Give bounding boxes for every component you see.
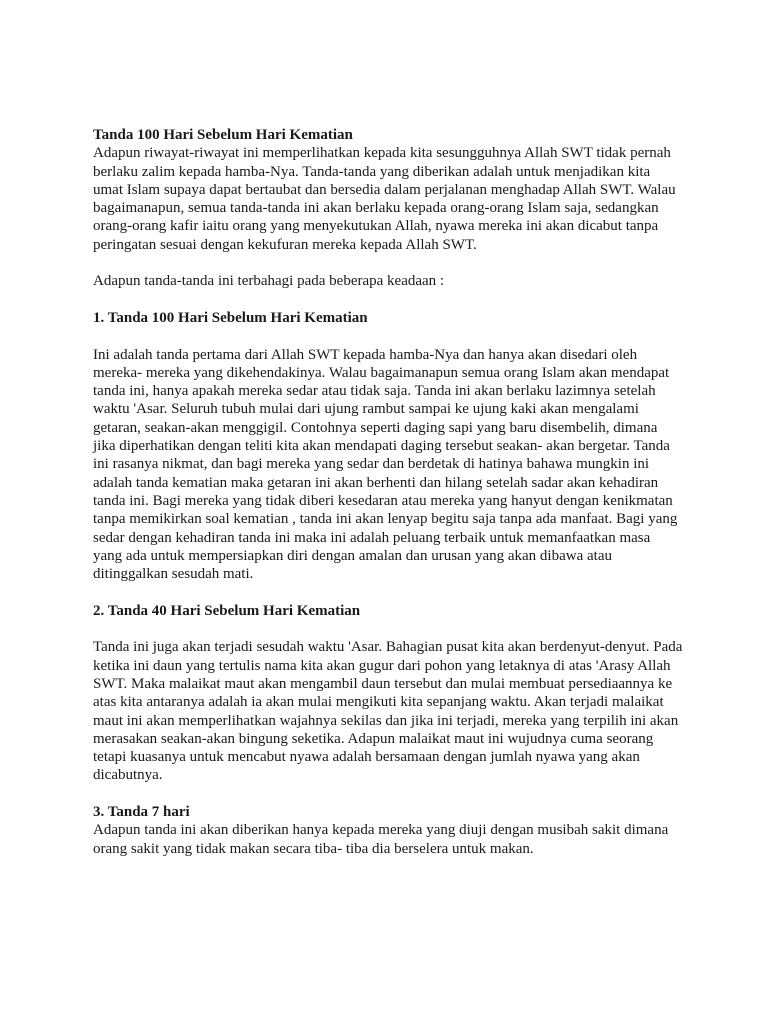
section-heading-2: 2. Tanda 40 Hari Sebelum Hari Kematian — [93, 602, 361, 619]
document-page — [93, 126, 683, 858]
section-body-1: Ini adalah tanda pertama dari Allah SWT kepada hamba-Nya dan hanya akan disedari oleh mereka- mereka yang dikehendakinya. Walau bagaimanapun semua orang Islam akan mendapat tanda ini, hanya apakah mereka sedar atau tidak saja. Tanda ini akan berlaku lazimnya setelah waktu 'Asar. Seluruh tubuh mulai dari ujung rambut sampai ke ujung kaki akan mengalami getaran, seakan-akan menggigil. Contohnya seperti daging sapi yang baru disembelih, dimana jika diperhatikan dengan teliti kita akan mendapati daging tersebut seakan- akan bergetar. Tanda ini rasanya nikmat, dan bagi mereka yang sedar dan berdetak di hatinya bahawa mungkin ini adalah tanda kematian maka getaran ini akan berhenti dan hilang setelah sadar akan kehadiran tanda ini. Bagi mereka yang tidak diberi kesedaran atau mereka yang hanyut dengan kenikmatan tanpa memikirkan soal kematian , tanda ini akan lenyap begitu saja tanpa ada manfaat. Bagi yang sedar dengan kehadiran tanda ini maka ini adalah peluang terbaik untuk memanfaatkan masa yang ada untuk mempersiapkan diri dengan amalan dan urusan yang akan dibawa atau ditinggalkan sesudah mati. — [93, 346, 678, 583]
spacer — [93, 254, 683, 272]
intro-paragraph: Adapun riwayat-riwayat ini memperlihatkan kepada kita sesungguhnya Allah SWT tidak pernah berlaku zalim kepada hamba-Nya. Tanda-tanda yang diberikan adalah untuk menjadikan kita umat Islam supaya dapat bertaubat dan bersedia dalam perjalanan menghadap Allah SWT. Walau bagaimanapun, semua tanda-tanda ini akan berlaku kepada orang-orang Islam saja, sedangkan orang-orang kafir iaitu orang yang menyekutukan Allah, nyawa mereka ini akan dicabut tanpa peringatan sesuai dengan kekufuran mereka kepada Allah SWT. — [93, 145, 676, 253]
spacer — [93, 327, 683, 345]
spacer — [93, 620, 683, 638]
section-heading-3: 3. Tanda 7 hari — [93, 803, 190, 820]
section-body-3: Adapun tanda ini akan diberikan hanya kepada mereka yang diuji dengan musibah sakit dimana orang sakit yang tidak makan secara tiba- tiba dia berselera untuk makan. — [93, 822, 669, 857]
lead-paragraph: Adapun tanda-tanda ini terbahagi pada beberapa keadaan : — [93, 273, 445, 290]
document-title: Tanda 100 Hari Sebelum Hari Kematian — [93, 127, 353, 143]
spacer — [93, 291, 683, 309]
spacer — [93, 583, 683, 601]
section-body-2: Tanda ini juga akan terjadi sesudah waktu 'Asar. Bahagian pusat kita akan berdenyut-denyut. Pada ketika ini daun yang tertulis nama kita akan gugur dari pohon yang letaknya di atas 'Arasy Allah SWT. Maka malaikat maut akan mengambil daun tersebut dan mulai membuat persediaannya ke atas kita antaranya adalah ia akan mulai mengikuti kita sepanjang waktu. Akan terjadi malaikat maut ini akan memperlihatkan wajahnya sekilas dan jika ini terjadi, mereka yang terpilih ini akan merasakan seakan-akan bingung seketika. Adapun malaikat maut ini wujudnya cuma seorang tetapi kuasanya untuk mencabut nyawa adalah bersamaan dengan jumlah nyawa yang akan dicabutnya. — [93, 639, 683, 784]
section-heading-1: 1. Tanda 100 Hari Sebelum Hari Kematian — [93, 309, 368, 326]
spacer — [93, 785, 683, 803]
